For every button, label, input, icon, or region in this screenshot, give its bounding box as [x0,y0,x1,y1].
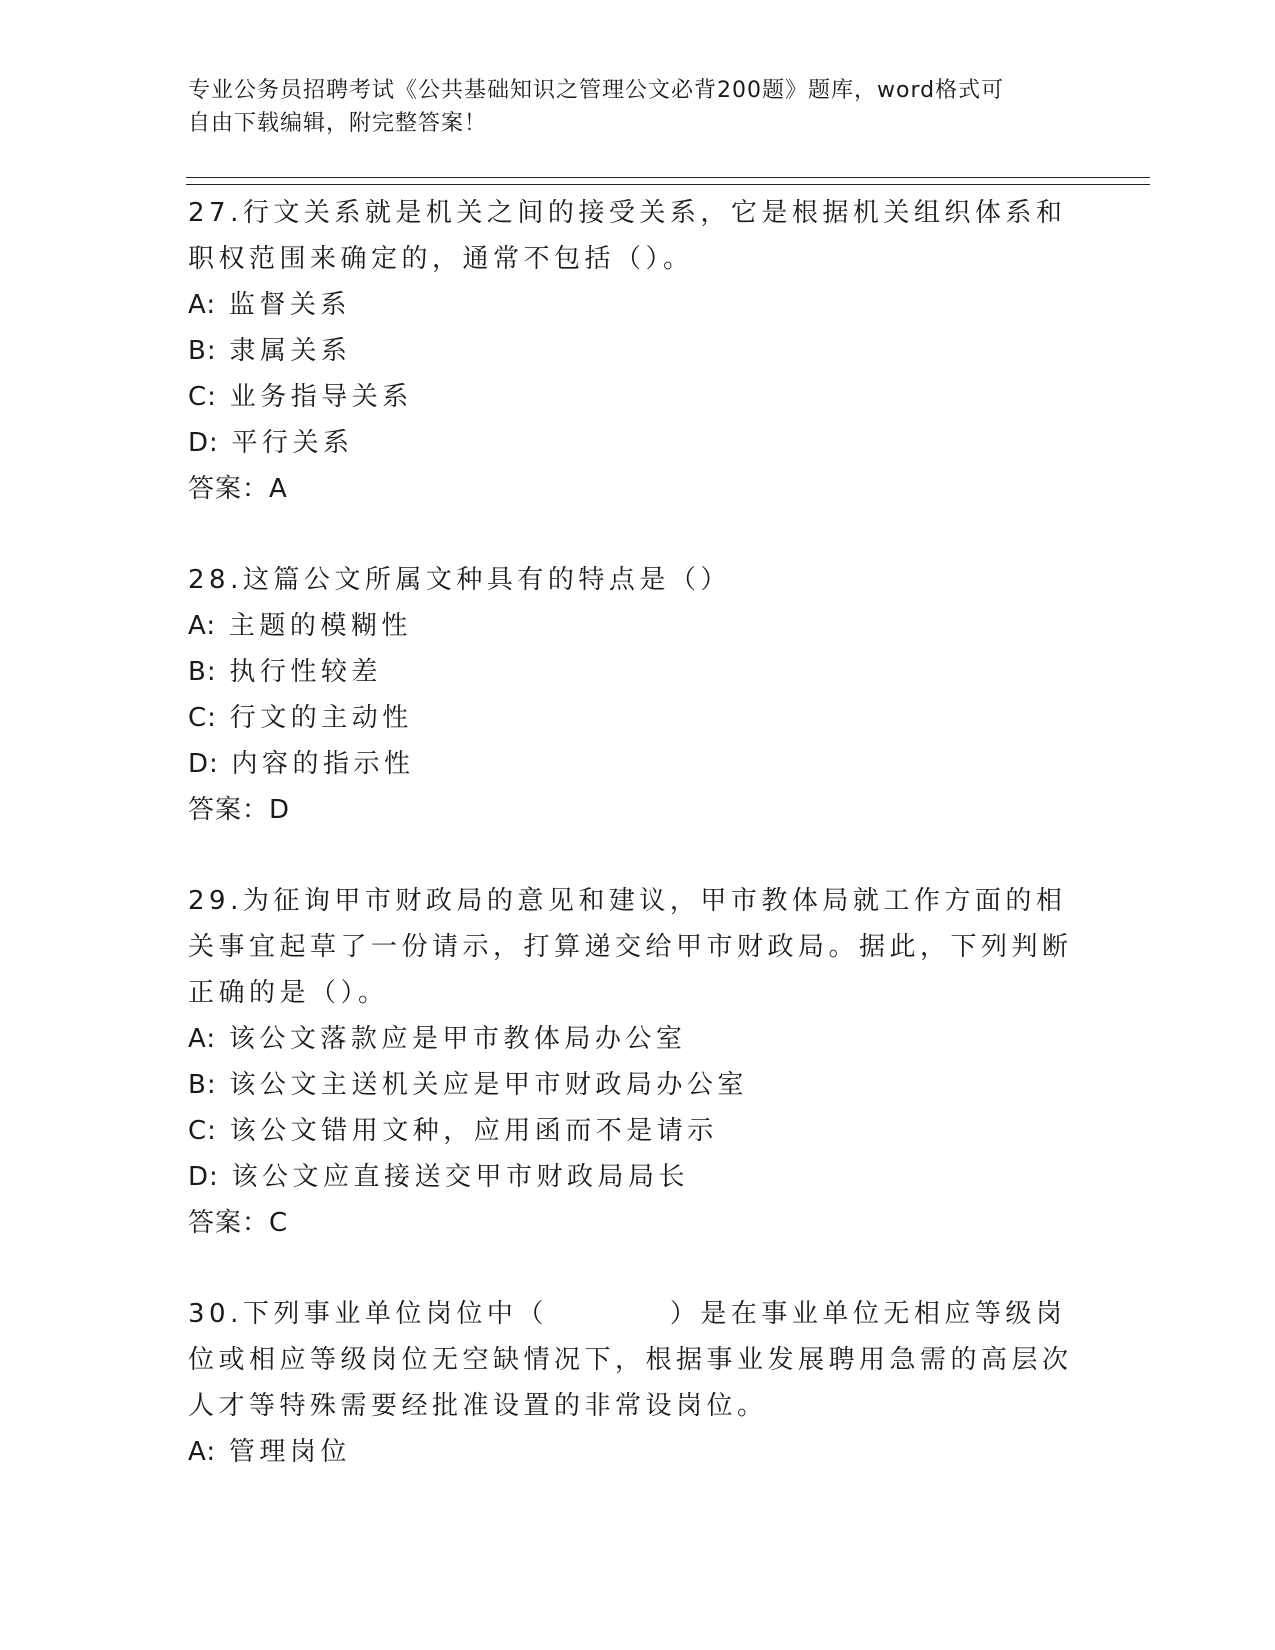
header-divider-top [186,177,1150,178]
question-30 [188,1291,1088,1475]
question-29 [188,878,1088,1246]
question-text: 28.这篇公文所属文种具有的特点是（） [188,565,731,595]
header-line-2: 自由下载编辑，附完整答案！ [188,111,488,136]
answer: 答案：D [188,795,291,825]
question-text: 29.为征询甲市财政局的意见和建议，甲市教体局就工作方面的相关事宜起草了一份请示，打算递交给甲市财政局。据此，下列判断正确的是（）。 [188,886,1073,1008]
option-d: D: 内容的指示性 [188,749,415,779]
question-list [188,190,1088,1475]
option-c: C: 行文的主动性 [188,703,413,733]
header-line-1: 专业公务员招聘考试《公共基础知识之管理公文必背200题》题库，word格式可 [188,78,1005,103]
option-c: C: 该公文错用文种，应用函而不是请示 [188,1116,718,1146]
option-d: D: 平行关系 [188,428,354,458]
option-b: B: 执行性较差 [188,657,382,687]
option-a: A: 该公文落款应是甲市教体局办公室 [188,1024,687,1054]
question-27 [188,190,1088,512]
document-header [188,74,1088,140]
option-b: B: 隶属关系 [188,336,352,366]
option-b: B: 该公文主送机关应是甲市财政局办公室 [188,1070,748,1100]
option-a: A: 管理岗位 [188,1437,351,1467]
answer: 答案：A [188,474,288,504]
question-text: 30.下列事业单位岗位中（ ）是在事业单位无相应等级岗位或相应等级岗位无空缺情况下，根据事业发展聘用急需的高层次人才等特殊需要经批准设置的非常设岗位。 [188,1299,1073,1421]
option-d: D: 该公文应直接送交甲市财政局局长 [188,1162,690,1192]
question-text: 27.行文关系就是机关之间的接受关系，它是根据机关组织体系和职权范围来确定的，通常不包括（）。 [188,198,1067,274]
question-28 [188,557,1088,833]
answer: 答案：C [188,1208,289,1238]
option-a: A: 主题的模糊性 [188,611,412,641]
option-a: A: 监督关系 [188,290,351,320]
header-divider-bottom [186,184,1150,185]
option-c: C: 业务指导关系 [188,382,413,412]
